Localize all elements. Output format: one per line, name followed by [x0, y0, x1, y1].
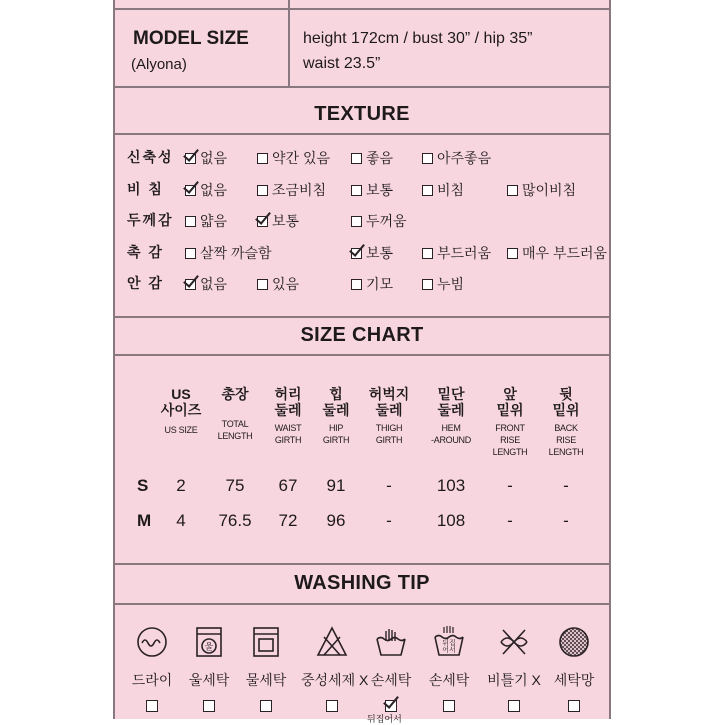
size-chart-cell: 4	[176, 511, 186, 530]
header-line: GIRTH	[274, 435, 302, 445]
size-chart-header-en	[306, 422, 366, 446]
checkbox[interactable]	[203, 700, 215, 712]
texture-row-label: 비 침	[127, 181, 164, 197]
size-chart-header-kr	[306, 386, 366, 418]
texture-option-label: 많이비침	[522, 182, 577, 198]
size-chart-header-kr	[205, 386, 265, 402]
texture-option-label: 보통	[272, 213, 300, 229]
texture-option[interactable]	[422, 243, 491, 263]
texture-option-label: 약간 있음	[272, 150, 330, 166]
texture-option[interactable]	[185, 148, 227, 168]
divider	[115, 133, 609, 135]
header-line: THIGH	[375, 423, 403, 433]
texture-row-label: 두께감	[127, 212, 174, 228]
size-chart-header	[536, 386, 596, 458]
header-line: WAIST	[274, 423, 302, 433]
texture-option-label: 부드러움	[437, 245, 492, 261]
texture-option[interactable]	[422, 180, 464, 200]
header-line: 뒷	[559, 386, 573, 402]
size-label: S	[137, 476, 149, 495]
texture-title: TEXTURE	[314, 103, 410, 125]
model-size-label: MODEL SIZE	[133, 28, 249, 49]
divider	[115, 86, 609, 88]
size-chart-header	[306, 386, 366, 446]
size-chart-header-en	[421, 422, 481, 446]
header-line: BACK	[554, 423, 578, 433]
product-info-sheet	[113, 0, 611, 724]
checkbox[interactable]	[257, 153, 268, 164]
checkbox[interactable]	[422, 248, 433, 259]
size-chart-cell: -	[386, 476, 392, 495]
checkbox[interactable]	[146, 700, 158, 712]
size-chart-header	[151, 386, 211, 436]
size-chart-cell: 2	[176, 476, 186, 495]
header-line: GIRTH	[322, 435, 350, 445]
header-line: 총장	[221, 386, 249, 402]
texture-option-label: 있음	[272, 276, 300, 292]
texture-option[interactable]	[257, 211, 299, 231]
washing-item	[235, 625, 297, 717]
checkbox[interactable]	[508, 700, 520, 712]
washing-item-label: 울세탁	[188, 672, 230, 688]
washing-item-label: 손세탁	[370, 672, 412, 688]
texture-option-label: 없음	[200, 150, 228, 166]
size-chart-header-en	[480, 422, 540, 458]
divider	[115, 316, 609, 318]
size-chart-cell: -	[563, 476, 569, 495]
column-divider	[288, 0, 290, 86]
washing-item	[121, 625, 183, 717]
header-line: 사이즈	[160, 402, 202, 418]
texture-option[interactable]	[351, 243, 393, 263]
checkbox[interactable]	[260, 700, 272, 712]
header-line: LENGTH	[217, 431, 253, 441]
texture-option[interactable]	[507, 243, 607, 263]
texture-option[interactable]	[507, 180, 576, 200]
texture-option[interactable]	[351, 211, 407, 231]
divider	[115, 563, 609, 565]
size-chart-cell: 72	[278, 511, 298, 530]
texture-option[interactable]	[422, 274, 464, 294]
texture-option-label: 보통	[366, 245, 394, 261]
size-chart-header-kr	[359, 386, 419, 418]
checkbox[interactable]	[257, 185, 268, 196]
texture-option[interactable]	[257, 274, 299, 294]
size-chart-cell: 75	[225, 476, 245, 495]
size-chart-cell: 108	[436, 511, 466, 530]
size-chart-header-en	[536, 422, 596, 458]
hand-wash-icon	[360, 625, 422, 664]
washing-item	[483, 625, 545, 717]
washing-tip-title: WASHING TIP	[294, 572, 430, 594]
header-line: 허벅지	[368, 386, 410, 402]
texture-option-label: 비침	[437, 182, 465, 198]
header-line: 둘레	[437, 402, 465, 418]
washing-item-label: 중성세제 X	[301, 672, 369, 688]
texture-option[interactable]	[351, 274, 393, 294]
checkbox[interactable]	[185, 248, 196, 259]
header-line: 밑위	[496, 402, 524, 418]
header-line: 둘레	[274, 402, 302, 418]
checkbox[interactable]	[257, 216, 268, 227]
washing-item	[178, 625, 240, 717]
size-chart-cell: 91	[326, 476, 346, 495]
washing-item	[301, 625, 369, 717]
texture-option[interactable]	[185, 274, 227, 294]
checkbox[interactable]	[443, 700, 455, 712]
header-line: US SIZE	[164, 425, 198, 435]
size-chart-header	[205, 386, 265, 442]
size-chart-header-en	[151, 424, 211, 436]
size-chart-header	[480, 386, 540, 458]
size-chart-header-kr	[480, 386, 540, 418]
checkbox[interactable]	[185, 216, 196, 227]
svg-text:뒤집: 뒤집	[442, 639, 456, 647]
size-chart-header	[359, 386, 419, 446]
washing-item	[360, 625, 422, 717]
dry-clean-icon	[121, 625, 183, 664]
header-line: HEM	[441, 423, 461, 433]
texture-option[interactable]	[185, 243, 272, 263]
texture-option[interactable]	[257, 148, 330, 168]
hand-wash-inside-out-icon	[418, 625, 480, 664]
model-name: (Alyona)	[131, 56, 187, 73]
size-label: M	[137, 511, 152, 530]
model-measurements-line1: height 172cm / bust 30” / hip 35”	[303, 30, 533, 47]
checkbox[interactable]	[507, 248, 518, 259]
no-neutral-detergent-icon	[301, 625, 363, 664]
header-line: RISE	[556, 435, 576, 445]
water-wash-icon	[235, 625, 297, 664]
texture-option-label: 두꺼움	[366, 213, 407, 229]
size-chart-header-kr	[151, 386, 211, 418]
header-line: 밑위	[552, 402, 580, 418]
texture-option-label: 없음	[200, 276, 228, 292]
texture-option[interactable]	[185, 180, 227, 200]
svg-text:울: 울	[204, 642, 214, 653]
checkbox[interactable]	[351, 248, 362, 259]
texture-row-label: 신축성	[127, 149, 174, 165]
header-line: LENGTH	[548, 447, 584, 457]
header-line: -AROUND	[431, 435, 471, 445]
checkbox[interactable]	[422, 153, 433, 164]
washing-item-label: 손세탁	[428, 672, 470, 688]
texture-option-label: 매우 부드러움	[522, 245, 608, 261]
size-chart-cell: -	[386, 511, 392, 530]
texture-option[interactable]	[185, 211, 227, 231]
header-line: 밑단	[437, 386, 465, 402]
size-chart-cell: 103	[436, 476, 466, 495]
header-line: GIRTH	[375, 435, 403, 445]
header-line: 허리	[274, 386, 302, 402]
checkbox[interactable]	[185, 185, 196, 196]
texture-option-label: 조금비침	[272, 182, 327, 198]
texture-option[interactable]	[257, 180, 326, 200]
size-chart-cell: 96	[326, 511, 346, 530]
size-chart-title: SIZE CHART	[300, 324, 424, 346]
checkbox[interactable]	[326, 700, 338, 712]
size-chart-header-en	[205, 418, 265, 442]
checkbox[interactable]	[185, 279, 196, 290]
divider	[115, 603, 609, 605]
checkbox[interactable]	[385, 700, 397, 712]
header-line: FRONT	[495, 423, 525, 433]
washing-item-label: 세탁망	[553, 672, 595, 688]
size-chart-header-en	[359, 422, 419, 446]
washing-item-label: 물세탁	[245, 672, 287, 688]
header-line: 둘레	[375, 402, 403, 418]
header-line: LENGTH	[492, 447, 528, 457]
texture-option-label: 얇음	[200, 213, 228, 229]
header-line: 둘레	[322, 402, 350, 418]
checkbox[interactable]	[568, 700, 580, 712]
no-wring-icon	[483, 625, 545, 664]
header-line: 앞	[503, 386, 517, 402]
size-chart-cell: -	[563, 511, 569, 530]
header-line: 힙	[329, 386, 343, 402]
header-line: US	[171, 386, 191, 402]
washing-item	[418, 625, 480, 717]
size-chart-header-kr	[421, 386, 481, 418]
texture-option-label: 기모	[366, 276, 394, 292]
checkbox[interactable]	[351, 279, 362, 290]
texture-option-label: 없음	[200, 182, 228, 198]
model-measurements-line2: waist 23.5”	[303, 55, 381, 72]
size-chart-cell: 76.5	[218, 511, 252, 530]
checkbox[interactable]	[422, 185, 433, 196]
checkbox[interactable]	[185, 153, 196, 164]
size-chart-cell: -	[507, 476, 513, 495]
texture-option[interactable]	[422, 148, 491, 168]
checkbox[interactable]	[422, 279, 433, 290]
texture-option-label: 누빔	[437, 276, 465, 292]
checkbox[interactable]	[351, 185, 362, 196]
size-chart-header	[421, 386, 481, 446]
texture-row-label: 촉 감	[127, 244, 164, 260]
texture-row-label: 안 감	[127, 275, 164, 291]
washing-item-label: 비틀기 X	[487, 672, 541, 688]
texture-option-label: 살짝 까슬함	[200, 245, 272, 261]
header-line: RISE	[500, 435, 520, 445]
washing-item-label: 드라이	[131, 672, 173, 688]
washing-item	[543, 625, 605, 717]
laundry-net-icon	[543, 625, 605, 664]
wool-wash-icon	[178, 625, 240, 664]
header-line: TOTAL	[221, 419, 249, 429]
texture-option-label: 아주좋음	[437, 150, 492, 166]
texture-option-label: 좋음	[366, 150, 394, 166]
checkbox[interactable]	[351, 216, 362, 227]
size-chart-cell: -	[507, 511, 513, 530]
checkbox[interactable]	[257, 279, 268, 290]
divider	[115, 8, 609, 10]
washing-note: 뒤집어서	[367, 714, 402, 724]
header-line: HIP	[328, 423, 344, 433]
svg-text:어서: 어서	[442, 646, 456, 654]
texture-option[interactable]	[351, 148, 393, 168]
texture-option-label: 보통	[366, 182, 394, 198]
checkbox[interactable]	[351, 153, 362, 164]
divider	[115, 354, 609, 356]
size-chart-header-kr	[536, 386, 596, 418]
checkbox[interactable]	[507, 185, 518, 196]
size-chart-cell: 67	[278, 476, 298, 495]
texture-option[interactable]	[351, 180, 393, 200]
